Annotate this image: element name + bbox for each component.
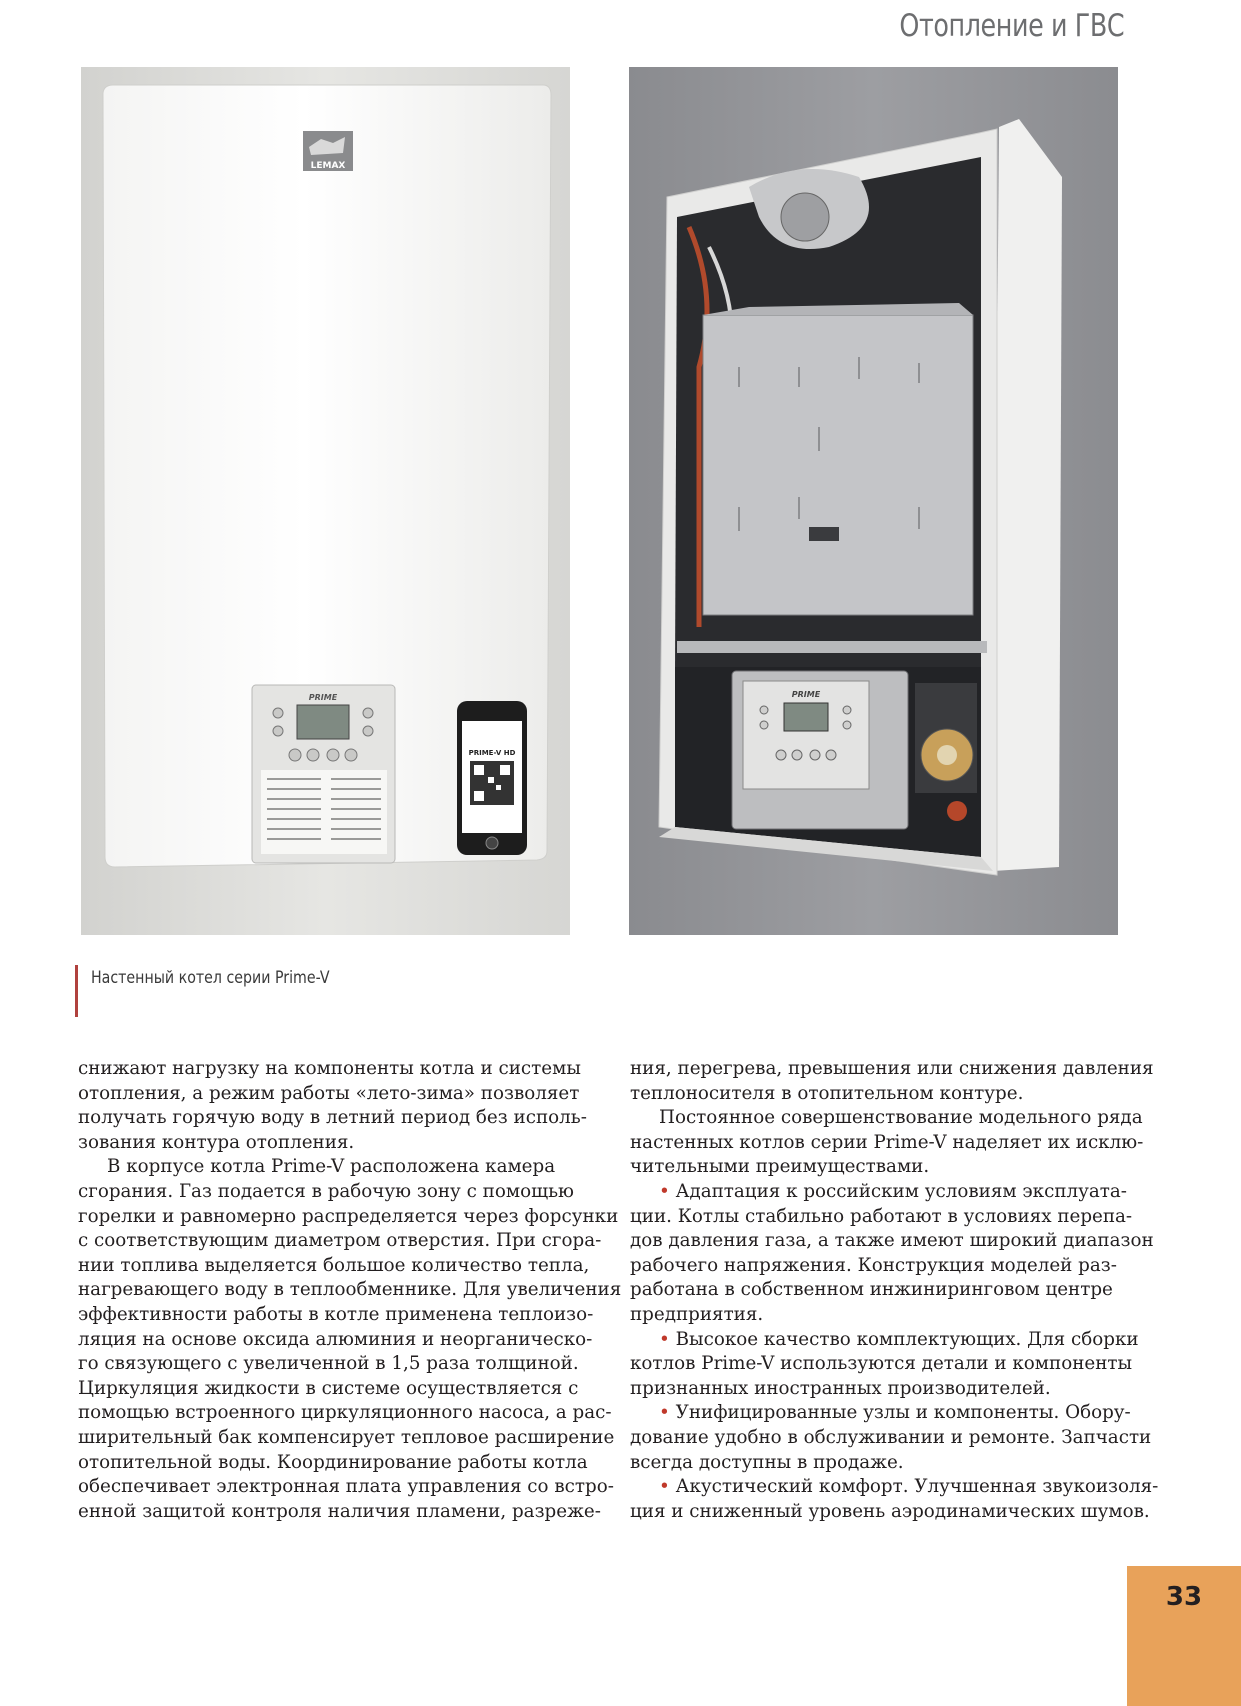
boiler-open-photo — [629, 67, 1118, 935]
text-line: отопления, а режим работы «лето-зима» позволяет — [78, 1082, 580, 1104]
text-line: Акустический комфорт. Улучшенная звукоизоля- — [675, 1476, 1159, 1498]
text-line: ляция на основе оксида алюминия и неорганическо- — [78, 1328, 593, 1350]
text-line: рабочего напряжения. Конструкция моделей раз- — [630, 1254, 1117, 1276]
bullet-item — [630, 1401, 1150, 1426]
text-line: котлов Prime-V используются детали и компоненты — [630, 1353, 1133, 1375]
page-number-tab — [1127, 1566, 1241, 1706]
text-line: помощью встроенного циркуляционного насоса, а рас- — [78, 1402, 612, 1424]
text-line: предприятия. — [630, 1303, 764, 1325]
text-line: Высокое качество комплектующих. Для сборки — [675, 1328, 1139, 1350]
bullet-icon: • — [659, 1328, 670, 1350]
text-line: теплоносителя в отопительном контуре. — [630, 1082, 1024, 1104]
text-line: дование удобно в обслуживании и ремонте. Запчасти — [630, 1426, 1152, 1448]
text-column-right — [630, 1057, 1159, 1524]
text-line: енной защитой контроля наличия пламени, разреже- — [78, 1500, 601, 1522]
text-line: признанных иностранных производителей. — [630, 1377, 1051, 1399]
bullet-item — [630, 1475, 1159, 1500]
lemax-logo — [303, 131, 353, 171]
section-title: Отопление и ГВС — [899, 8, 1124, 44]
text-line: Адаптация к российским условиям эксплуата- — [675, 1180, 1127, 1202]
text-line: получать горячую воду в летний период без исполь- — [78, 1107, 587, 1129]
text-line: сгорания. Газ подается в рабочую зону с помощью — [78, 1180, 574, 1202]
text-column-left — [78, 1057, 622, 1524]
text-line: нии топлива выделяется большое количество тепла, — [78, 1254, 590, 1276]
text-line: чительными преимуществами. — [630, 1156, 930, 1178]
text-line: нагревающего воду в теплообменнике. Для увеличения — [78, 1279, 622, 1301]
text-line: горелки и равномерно распределяется через форсунки — [78, 1205, 619, 1227]
text-line: ния, перегрева, превышения или снижения давления — [630, 1058, 1154, 1079]
text-line: снижают нагрузку на компоненты котла и системы — [78, 1058, 581, 1079]
text-line: Циркуляция жидкости в системе осуществляется с — [78, 1377, 579, 1399]
text-line: го связующего с увеличенной в 1,5 раза толщиной. — [78, 1353, 579, 1375]
bullet-item — [630, 1328, 1150, 1353]
svg-text:PRIME: PRIME — [791, 690, 821, 699]
control-panel — [732, 671, 908, 829]
text-line: с соответствующим диаметром отверстия. При сгора- — [78, 1230, 602, 1252]
text-line: обеспечивает электронная плата управления со встро- — [78, 1476, 614, 1498]
control-panel — [252, 685, 395, 863]
svg-text:PRIME-V HD: PRIME-V HD — [468, 749, 516, 757]
text-line: зования контура отопления. — [78, 1131, 355, 1153]
text-line: Унифицированные узлы и компоненты. Обору- — [675, 1402, 1131, 1424]
boiler-front-photo — [81, 67, 570, 935]
text-line: ции. Котлы стабильно работают в условиях перепа- — [630, 1205, 1133, 1227]
text-line: эффективности работы в котле применена теплоизо- — [78, 1303, 594, 1325]
caption-accent-bar — [75, 965, 78, 1017]
bullet-icon: • — [659, 1476, 670, 1498]
page-number: 33 — [1165, 1582, 1203, 1612]
text-line: ширительный бак компенсирует тепловое расширение — [78, 1426, 615, 1448]
bullet-icon: • — [659, 1180, 670, 1202]
figure-caption: Настенный котел серии Prime-V — [91, 968, 330, 987]
text-line: В корпусе котла Prime-V расположена камера — [107, 1156, 556, 1178]
svg-text:PRIME: PRIME — [308, 693, 338, 702]
text-line: настенных котлов серии Prime-V наделяет их исклю- — [630, 1131, 1144, 1153]
bullet-item — [630, 1180, 1150, 1205]
text-line: дов давления газа, а также имеют широкий диапазон — [630, 1230, 1154, 1252]
text-line: всегда доступны в продаже. — [630, 1451, 904, 1473]
text-line: отопительной воды. Координирование работы котла — [78, 1451, 588, 1473]
text-line: ция и сниженный уровень аэродинамических шумов. — [630, 1500, 1150, 1522]
smartphone-qr — [457, 701, 527, 855]
bullet-icon: • — [659, 1402, 670, 1424]
text-line: работана в собственном инжиниринговом центре — [630, 1279, 1113, 1301]
svg-text:LEMAX: LEMAX — [310, 161, 346, 171]
text-line: Постоянное совершенствование модельного ряда — [659, 1107, 1143, 1129]
